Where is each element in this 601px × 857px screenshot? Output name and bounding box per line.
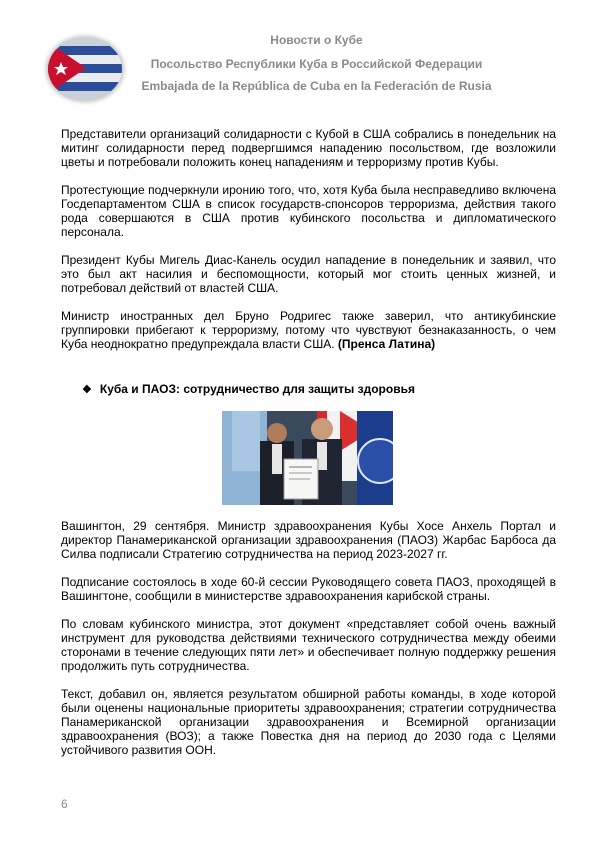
paragraph: Вашингтон, 29 сентября. Министр здравоохранения Кубы Хосе Анхель Портал и директор Панамериканской организации здравоохранения (ПАОЗ) Жарбас Барбоса да Силва подписали Стратегию сотрудничества на период 2023-2027 гг. bbox=[61, 519, 556, 561]
paragraph: Протестующие подчеркнули иронию того, что, хотя Куба была несправедливо включена Госдепартаментом США в список государств-спонсоров терроризма, действия такого рода совершаются в США против кубинского посольства и дипломатического персонала. bbox=[61, 183, 556, 239]
article-1 bbox=[61, 127, 556, 351]
paragraph: Президент Кубы Мигель Диас-Канель осудил нападение в понедельник и заявил, что это был акт насилия и беспомощности, который мог стоить ценных жизней, и потребовал действий от властей США. bbox=[61, 253, 556, 295]
paragraph: Представители организаций солидарности с Кубой в США собрались в понедельник на митинг солидарности перед подвергшимся нападению посольством, где возложили цветы и потребовали положить конец нападениям и терроризму против Кубы. bbox=[61, 127, 556, 169]
section-heading-text: Куба и ПАОЗ: сотрудничество для защиты здоровья bbox=[99, 382, 415, 396]
section-heading bbox=[82, 382, 415, 396]
paragraph-with-source bbox=[61, 309, 556, 351]
article-2 bbox=[61, 519, 556, 757]
header-embassy-es: Embajada de la República de Cuba en la Federación de Rusia bbox=[141, 79, 492, 93]
paragraph: Текст, добавил он, является результатом обширной работы команды, в ходе которой были оценены национальные приоритеты здравоохранения; стратегии сотрудничества Панамериканской организации здравоохранения и Всемирной организации здравоохранения (ВОЗ); а также Повестка дня на период до 2030 года с Целями устойчивого развития ООН. bbox=[61, 687, 556, 757]
source-label: (Пренса Латина) bbox=[337, 337, 436, 351]
signing-ceremony-photo bbox=[222, 411, 393, 505]
paragraph: Подписание состоялось в ходе 60-й сессии Руководящего совета ПАОЗ, проходящей в Вашингтоне, сообщили в министерстве здравоохранения карибской страны. bbox=[61, 575, 556, 603]
page-header bbox=[0, 0, 601, 110]
paragraph: По словам кубинского министра, этот документ «представляет собой очень важный инструмент для руководства действиями технического сотрудничества между обеими сторонами в течение следующих пяти лет» и обеспечивает полную поддержку решения продолжить путь сотрудничества. bbox=[61, 617, 556, 673]
paragraph-text: Министр иностранных дел Бруно Родригес также заверил, что антикубинские группировки прибегают к терроризму, потому что чувствуют безнаказанность, о чем Куба неоднократно предупреждала власти США. bbox=[61, 309, 556, 351]
header-embassy-ru: Посольство Республики Куба в Российской Федерации bbox=[150, 57, 483, 71]
page-number: 6 bbox=[61, 797, 68, 811]
diamond-bullet-icon: ❖ bbox=[82, 383, 92, 396]
header-title: Новости о Кубе bbox=[270, 33, 363, 47]
